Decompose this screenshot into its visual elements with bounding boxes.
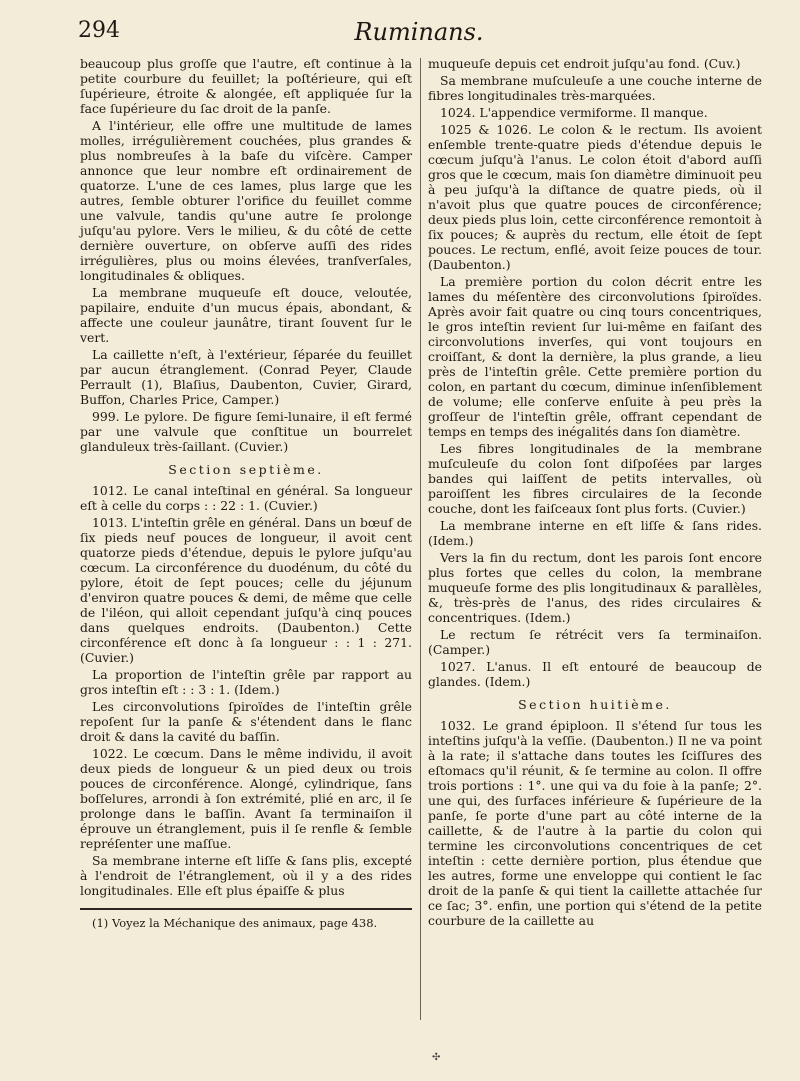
paragraph: Les circonvolutions ſpiroïdes de l'inteſtin grêle repoſent ſur la panſe & s'étendent dans le flanc droit & dans la cavité du baſſin. [80, 699, 412, 744]
paragraph: Sa membrane interne eſt liſſe & ſans plis, excepté à l'endroit de l'étranglement, où il y a des rides longitudinales. Elle eſt plus épaiſſe & plus [80, 853, 412, 898]
paragraph: 1032. Le grand épiploon. Il s'étend ſur tous les inteſtins juſqu'à la veſſie. (Daubenton.) Il ne va point à la rate; il s'attache dans toutes les ſciſſures des eſtomacs qu'il réunit, & ſe termine au colon. Il offre trois portions : 1°. une qui va du foie à la panſe; 2°. une qui, des ſurfaces inférieure & ſupérieure de la panſe, ſe porte d'une part au côté interne de la caillette, & de l'autre à la partie du colon qui termine les circonvolutions concentriques de cet inteſtin : cette dernière portion, plus étendue que les autres, forme une enveloppe qui contient le ſac droit de la panſe & qui tient la caillette attachée ſur ce ſac; 3°. enfin, une portion qui s'étend de la petite courbure de la caillette au [428, 718, 762, 928]
paragraph: 1013. L'inteſtin grêle en général. Dans un bœuf de ſix pieds neuf pouces de longueur, il avoit cent quatorze pieds d'étendue, depuis le pylore juſqu'au cœcum. La circonférence du duodénum, du côté du pylore, étoit de ſept pouces; celle du jéjunum d'environ quatre pouces & demi, de même que celle de l'iléon, qui alloit cependant juſqu'à cinq pouces dans quelques endroits. (Daubenton.) Cette circonférence eſt donc à ſa longueur : : 1 : 271. (Cuvier.) [80, 515, 412, 665]
ornament-icon: ✣ [432, 1052, 441, 1063]
paragraph: La première portion du colon décrit entre les lames du méſentère des circonvolutions ſpiroïdes. Après avoir fait quatre ou cinq tours concentriques, le gros inteſtin revient ſur lui-même en faiſant des circonvolutions inverſes, qui vont toujours en croiſſant, & dont la dernière, la plus grande, a lieu près de l'inteſtin grêle. Cette première portion du colon, en partant du cœcum, diminue inſenſiblement de volume; elle conſerve enſuite à peu près la groſſeur de l'inteſtin grêle, offrant cependant de temps en temps des inégalités dans ſon diamètre. [428, 274, 762, 439]
paragraph: Le rectum ſe rétrécit vers ſa terminaiſon. (Camper.) [428, 627, 762, 657]
page-number: 294 [78, 18, 120, 43]
paragraph: 1025 & 1026. Le colon & le rectum. Ils avoient enſemble trente-quatre pieds d'étendue depuis le cœcum juſqu'à l'anus. Le colon étoit d'abord auſſi gros que le cœcum, mais ſon diamètre diminuoit peu à peu juſqu'à la diſtance de quatre pieds, où il n'avoit plus que quatre pouces de circonférence; deux pieds plus loin, cette circonférence remontoit à ſix pouces; & auprès du rectum, elle étoit de ſept pouces. Le rectum, enflé, avoit ſeize pouces de tour. (Daubenton.) [428, 122, 762, 272]
paragraph: Vers la fin du rectum, dont les parois ſont encore plus fortes que celles du colon, la membrane muqueuſe forme des plis longitudinaux & parallèles, &, très-près de l'anus, des rides circulaires & concentriques. (Idem.) [428, 550, 762, 625]
paragraph: 999. Le pylore. De figure ſemi-lunaire, il eſt fermé par une valvule que conſtitue un bourrelet glanduleux très-ſaillant. (Cuvier.) [80, 409, 412, 454]
section-heading: Section huitième. [518, 697, 672, 712]
paragraph: La proportion de l'inteſtin grêle par rapport au gros inteſtin eſt : : 3 : 1. (Idem.) [80, 667, 412, 697]
right-column [428, 56, 762, 930]
section-heading: Section septième. [168, 462, 324, 477]
paragraph: Sa membrane muſculeuſe a une couche interne de fibres longitudinales très-marquées. [428, 73, 762, 103]
paragraph: muqueuſe depuis cet endroit juſqu'au fond. (Cuv.) [428, 56, 741, 71]
paragraph: La membrane muqueuſe eſt douce, veloutée, papilaire, enduite d'un mucus épais, abondant, & affecte une couleur jaunâtre, tirant ſouvent ſur le vert. [80, 285, 412, 345]
column-divider [420, 58, 421, 1020]
paragraph: La caillette n'eſt, à l'extérieur, ſéparée du feuillet par aucun étranglement. (Conrad Peyer, Claude Perrault (1), Blaſius, Daubenton, Cuvier, Girard, Buffon, Charles Price, Camper.) [80, 347, 412, 407]
page-header [78, 14, 760, 54]
paragraph: Les fibres longitudinales de la membrane muſculeuſe du colon ſont diſpoſées par larges bandes qui laiſſent de petits intervalles, où paroiſſent les fibres circulaires de la ſeconde couche, dont les faiſceaux ſont plus forts. (Cuvier.) [428, 441, 762, 516]
left-column [80, 56, 412, 933]
running-title: Ruminans. [354, 18, 484, 46]
paragraph: beaucoup plus groſſe que l'autre, eſt continue à la petite courbure du feuillet; la poſtérieure, qui eſt ſupérieure, étroite & alongée, eſt appliquée ſur la face ſupérieure du ſac droit de la panſe. [80, 56, 412, 116]
paragraph: 1027. L'anus. Il eſt entouré de beaucoup de glandes. (Idem.) [428, 659, 762, 689]
footnote-divider [80, 908, 412, 910]
paragraph: 1022. Le cœcum. Dans le même individu, il avoit deux pieds de longueur & un pied deux ou trois pouces de circonférence. Alongé, cylindrique, ſans boſſelures, arrondi à ſon extrémité, plié en arc, il ſe prolonge dans le baſſin. Avant ſa terminaiſon il éprouve un étranglement, puis il ſe renfle & ſemble repréſenter une maſſue. [80, 746, 412, 851]
paragraph: La membrane interne en eſt liſſe & ſans rides. (Idem.) [428, 518, 762, 548]
paragraph: A l'intérieur, elle offre une multitude de lames molles, irrégulièrement couchées, plus grandes & plus nombreuſes à la baſe du viſcère. Camper annonce que leur nombre eſt ordinairement de quatorze. L'une de ces lames, plus large que les autres, ſemble obturer l'orifice du feuillet comme une valvule, tandis qu'une autre ſe prolonge juſqu'au pylore. Vers le milieu, & du côté de cette dernière ouverture, on obſerve auſſi des rides irrégulières, plus ou moins élevées, tranſverſales, longitudinales & obliques. [80, 118, 412, 283]
paragraph: 1012. Le canal inteſtinal en général. Sa longueur eſt à celle du corps : : 22 : 1. (Cuvier.) [80, 483, 412, 513]
footnote: (1) Voyez la Méchanique des animaux, page 438. [92, 916, 378, 930]
paragraph: 1024. L'appendice vermiforme. Il manque. [440, 105, 708, 120]
